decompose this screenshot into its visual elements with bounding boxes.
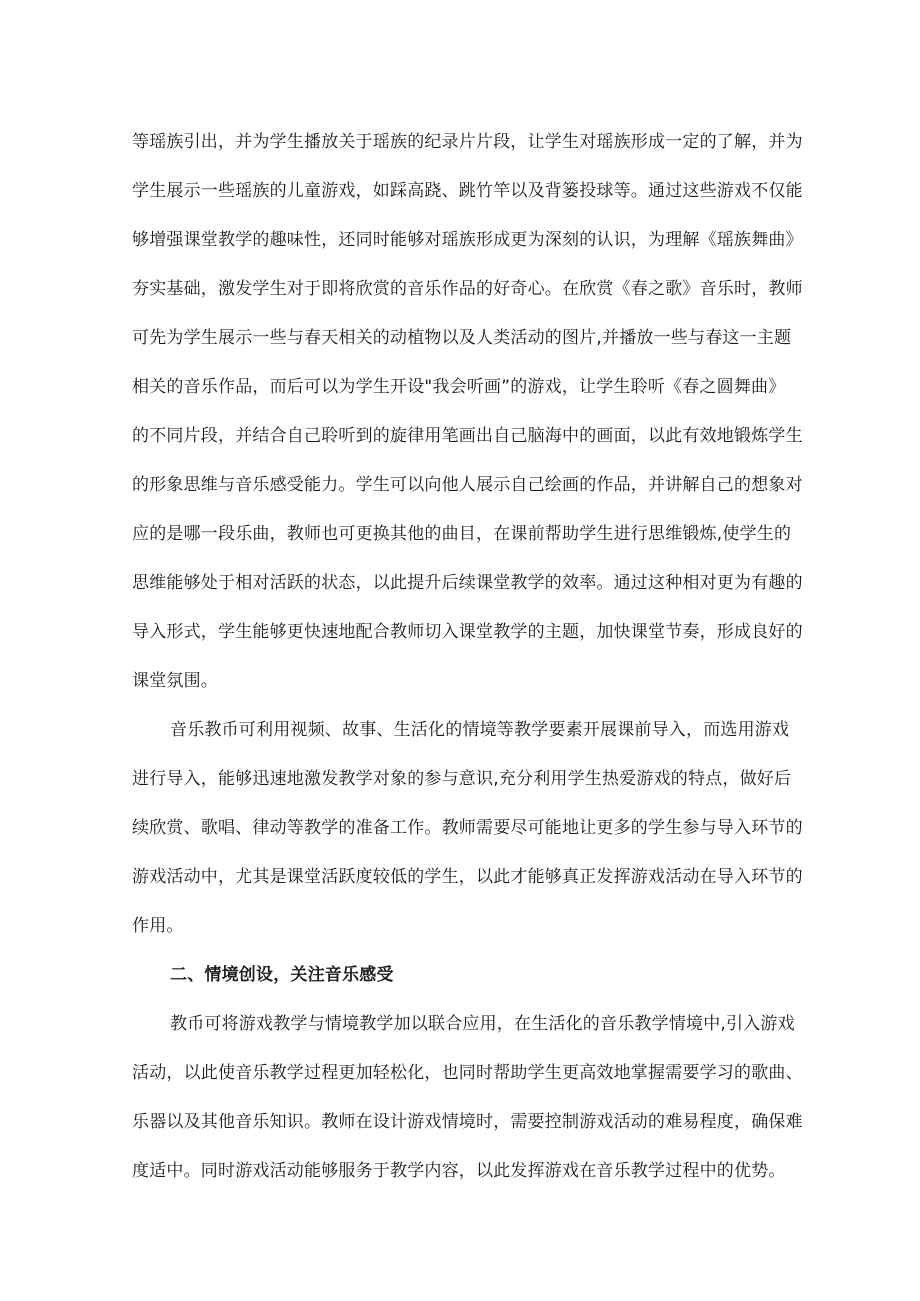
paragraph-line: 导入形式，学生能够更快速地配合教师切入课堂教学的主题，加快课堂节奏，形成良好的 xyxy=(132,622,803,642)
paragraph-line: 作用。 xyxy=(132,916,184,936)
paragraph-line: 教币可将游戏教学与情境教学加以联合应用，在生活化的音乐教学情境中,引入游戏 xyxy=(170,1014,795,1034)
paragraph-line: 乐器以及其他音乐知识。教师在设计游戏情境时，需要控制游戏活动的难易程度，确保难 xyxy=(132,1112,803,1132)
paragraph-line: 思维能够处于相对活跃的状态，以此提升后续课堂教学的效率。通过这种相对更为有趣的 xyxy=(132,573,803,593)
paragraph-line: 进行导入，能够迅速地激发教学对象的参与意识,充分利用学生热爱游戏的特点，做好后 xyxy=(132,769,792,789)
paragraph-line: 的不同片段，并结合自己聆听到的旋律用笔画出自己脑海中的画面，以此有效地锻炼学生 xyxy=(132,426,803,446)
paragraph-line: 度适中。同时游戏活动能够服务于教学内容，以此发挥游戏在音乐教学过程中的优势。 xyxy=(132,1161,786,1181)
paragraph-line: 够增强课堂教学的趣味性，还同时能够对瑶族形成更为深刻的认识，为理解《瑶族舞曲》 xyxy=(132,230,803,250)
paragraph-line: 等瑶族引出，并为学生播放关于瑶族的纪录片片段，让学生对瑶族形成一定的了解，并为 xyxy=(132,132,803,152)
paragraph-line: 相关的音乐作品，而后可以为学生开设"我会听画”的游戏，让学生聆听《春之圆舞曲》 xyxy=(132,377,786,397)
paragraph-line: 学生展示一些瑶族的儿童游戏，如踩高跷、跳竹竿以及背篓投球等。通过这些游戏不仅能 xyxy=(132,181,803,201)
paragraph-line: 的形象思维与音乐感受能力。学生可以向他人展示自己绘画的作品，并讲解自己的想象对 xyxy=(132,475,803,495)
paragraph-line: 活动，以此使音乐教学过程更加轻松化，也同时帮助学生更高效地掌握需要学习的歌曲、 xyxy=(132,1063,803,1083)
paragraph-line: 音乐教币可利用视频、故事、生活化的情境等教学要素开展课前导入，而选用游戏 xyxy=(170,720,790,740)
paragraph-line: 应的是哪一段乐曲，教师也可更换其他的曲目，在课前帮助学生进行思维锻炼,使学生的 xyxy=(132,524,792,544)
paragraph-line: 游戏活动中，尤其是课堂活跃度较低的学生，以此才能够真正发挥游戏活动在导入环节的 xyxy=(132,867,803,887)
paragraph-line: 可先为学生展示一些与春天相关的动植物以及人类活动的图片,并播放一些与春这一主题 xyxy=(132,328,792,348)
paragraph-line: 续欣赏、歌唱、律动等教学的准备工作。教师需要尽可能地让更多的学生参与导入环节的 xyxy=(132,818,803,838)
paragraph-line: 课堂氛围。 xyxy=(132,671,218,691)
section-heading: 二、情境创设，关注音乐感受 xyxy=(170,965,394,985)
paragraph-line: 夯实基础，激发学生对于即将欣赏的音乐作品的好奇心。在欣赏《春之歌》音乐时，教师 xyxy=(132,279,803,299)
